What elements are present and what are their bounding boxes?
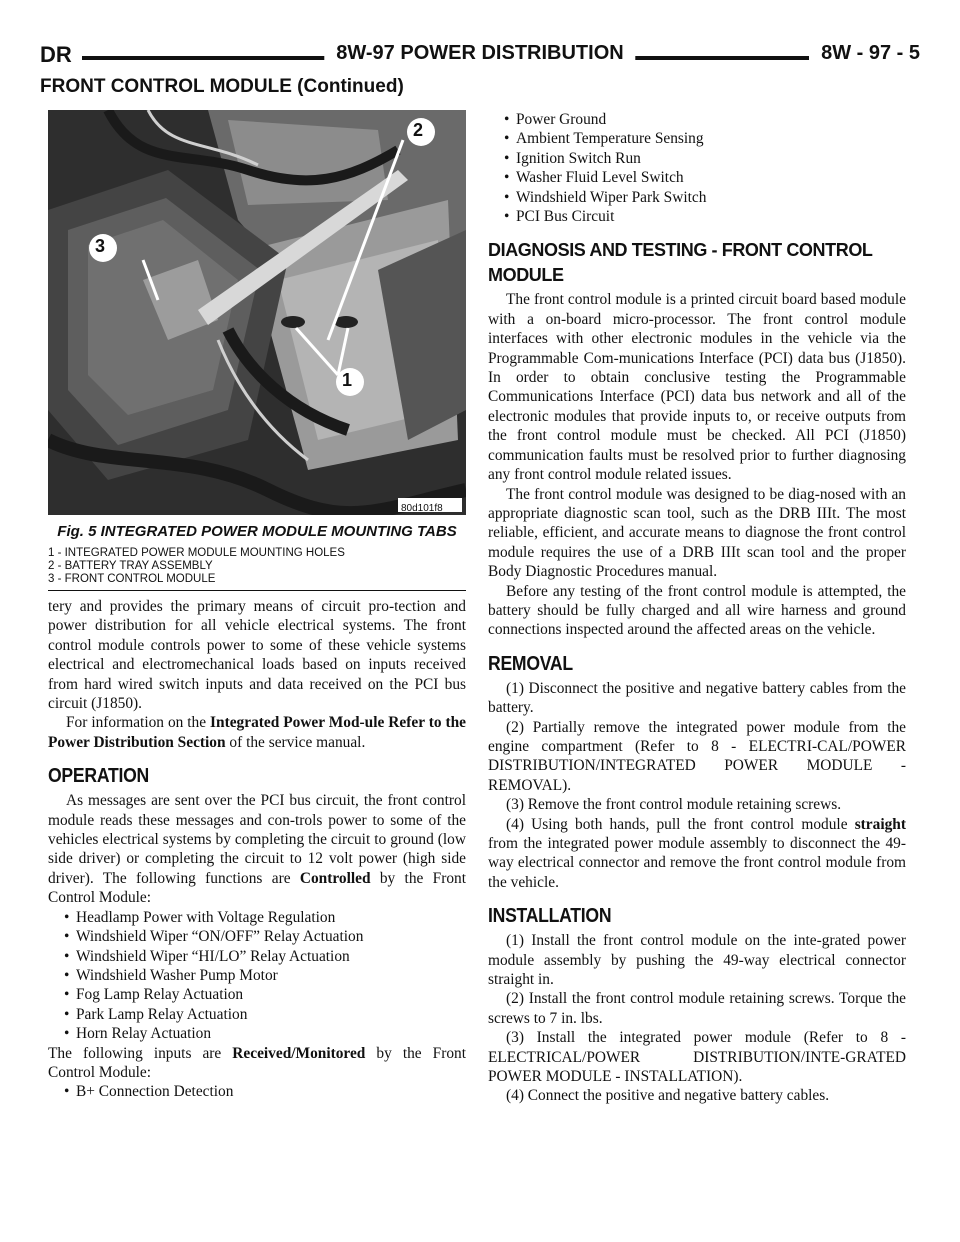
operation-heading: OPERATION: [48, 765, 149, 788]
legend-item: 2 - BATTERY TRAY ASSEMBLY: [48, 560, 213, 572]
list-item: • Ignition Switch Run: [504, 149, 906, 168]
header-manual-code: DR: [40, 42, 82, 68]
inputs-list-start: [64, 1082, 466, 1101]
list-item: • Power Ground: [504, 110, 906, 129]
info-text: For information on the: [66, 714, 211, 732]
installation-step-3: (3) Install the integrated power module (Refer to 8 - ELECTRICAL/POWER DISTRIBUTION/INTE-GRATED POWER MODULE - INSTALLATION).: [488, 1029, 906, 1086]
callout-3: 3: [95, 236, 106, 256]
diagnosis-paragraph-3: Before any testing of the front control module is attempted, the battery should be fully charged and all wire harness and ground connections inspected around the affected areas on the vehicle.: [488, 582, 906, 639]
engine-bay-photo: [48, 110, 466, 515]
list-item: • Fog Lamp Relay Actuation: [64, 985, 466, 1004]
legend-item: 1 - INTEGRATED POWER MODULE MOUNTING HOLES: [48, 547, 345, 559]
installation-heading: INSTALLATION: [488, 905, 612, 928]
figure-caption: Fig. 5 INTEGRATED POWER MODULE MOUNTING TABS: [57, 523, 457, 540]
list-item: • Windshield Wiper “ON/OFF” Relay Actuation: [64, 927, 466, 946]
intro-paragraph: tery and provides the primary means of circuit pro-tection and power distribution for all vehicle electrical systems. The front control module controls power to some of these vehicle systems electrical and electromechanical loads based on inputs received from hard wired switch inputs and data received on the PCI bus circuit (J1850).: [48, 598, 466, 713]
list-item: • PCI Bus Circuit: [504, 207, 906, 226]
section-continued-title: FRONT CONTROL MODULE (Continued): [40, 76, 404, 97]
info-paragraph: [48, 713, 466, 752]
list-item: • B+ Connection Detection: [64, 1082, 466, 1101]
header-section-title: 8W-97 POWER DISTRIBUTION: [324, 42, 635, 65]
list-item: • Park Lamp Relay Actuation: [64, 1005, 466, 1024]
list-item: • Washer Fluid Level Switch: [504, 168, 906, 187]
inputs-text-end: by the Front Control Module:: [48, 1044, 466, 1081]
operation-text-end: by the Front Control Module:: [48, 869, 467, 907]
right-column: [488, 110, 906, 1106]
controlled-functions-list: [64, 908, 466, 1044]
header-page-number: 8W - 97 - 5: [809, 42, 920, 65]
inputs-text: The following inputs are: [48, 1044, 233, 1062]
operation-text: As messages are sent over the PCI bus circuit, the front control module reads these messages and con-trols power to some of the vehicles electrical systems by completing the circuit to ground (low side driver) or completing the circuit to 12 volt power (high side driver). The following functions are: [48, 792, 466, 887]
removal-step-1: (1) Disconnect the positive and negative battery cables from the battery.: [488, 679, 906, 717]
removal-step-3: (3) Remove the front control module retaining screws.: [506, 796, 842, 814]
inputs-paragraph: [48, 1044, 466, 1083]
callout-2: 2: [413, 120, 424, 140]
callout-1: 1: [342, 370, 353, 390]
removal-heading: REMOVAL: [488, 652, 573, 675]
list-item: • Ambient Temperature Sensing: [504, 129, 906, 148]
diagnosis-paragraph-1: The front control module is a printed circuit board based module with a on-board micro-processor. The front control module interfaces with other electronic modules in the vehicle via the Programmable Com-munications Interface (PCI) data bus (J1850). In order to obtain conclusive testing the Programmable Communications Interface (PCI) data bus network and all of the electronic modules that provide inputs to, or receive outputs from the front control module must be checked. All PCI (J1850) communication faults must be resolved prior to further diagnosing any front control module related issues.: [488, 291, 906, 484]
diagnosis-paragraph-2: The front control module was designed to be diag-nosed with an appropriate diagnostic scan tool, such as the DRB IIIt. The most reliable, efficient, and accurate means to diagnose the front control module requires the use of a DRB IIIt scan tool and the proper Body Diagnostic Procedures manual.: [488, 485, 906, 581]
list-item: • Horn Relay Actuation: [64, 1024, 466, 1043]
list-item: • Windshield Wiper “HI/LO” Relay Actuation: [64, 947, 466, 966]
installation-step-1: (1) Install the front control module on the inte-grated power module assembly by pushing the 49-way electrical connector straight in.: [488, 932, 906, 989]
legend-item: 3 - FRONT CONTROL MODULE: [48, 573, 216, 585]
list-item: • Headlamp Power with Voltage Regulation: [64, 908, 466, 927]
installation-step-4: (4) Connect the positive and negative battery cables.: [506, 1087, 830, 1105]
legend-rule: [48, 590, 466, 591]
figure-photo: [48, 110, 466, 515]
installation-step-2: (2) Install the front control module retaining screws. Torque the screws to 7 in. lbs.: [488, 990, 906, 1027]
list-item: • Windshield Wiper Park Switch: [504, 188, 906, 207]
page-header: [40, 40, 920, 74]
left-column: [48, 110, 466, 1102]
figure-legend: [48, 547, 466, 586]
removal-step-2: (2) Partially remove the integrated power module from the engine compartment (Refer to 8 - ELECTRI-CAL/POWER DISTRIBUTION/INTEGRATED POWER MODULE - REMOVAL).: [488, 718, 906, 794]
info-reference: Integrated Power Mod-ule Refer to the Power Distribution Section: [48, 714, 466, 751]
removal-step-4-text: (4) Using both hands, pull the front control module: [506, 815, 855, 833]
removal-step-4-text-end: from the integrated power module assembly to disconnect the 49-way electrical connector and remove the front control module from the vehicle.: [488, 835, 906, 891]
removal-step-4: [488, 815, 906, 893]
removal-step-4-keyword: straight: [854, 815, 906, 833]
inputs-list-continued: [504, 110, 906, 226]
list-item: • Windshield Washer Pump Motor: [64, 966, 466, 985]
operation-keyword: Controlled: [299, 869, 371, 887]
operation-paragraph: [48, 791, 466, 907]
diagnosis-heading: DIAGNOSIS AND TESTING - FRONT CONTROL MODULE: [488, 240, 873, 286]
inputs-keyword: Received/Monitored: [232, 1044, 366, 1062]
figure-image-code: 80d101f8: [401, 503, 443, 514]
info-text-end: of the service manual.: [225, 733, 366, 751]
